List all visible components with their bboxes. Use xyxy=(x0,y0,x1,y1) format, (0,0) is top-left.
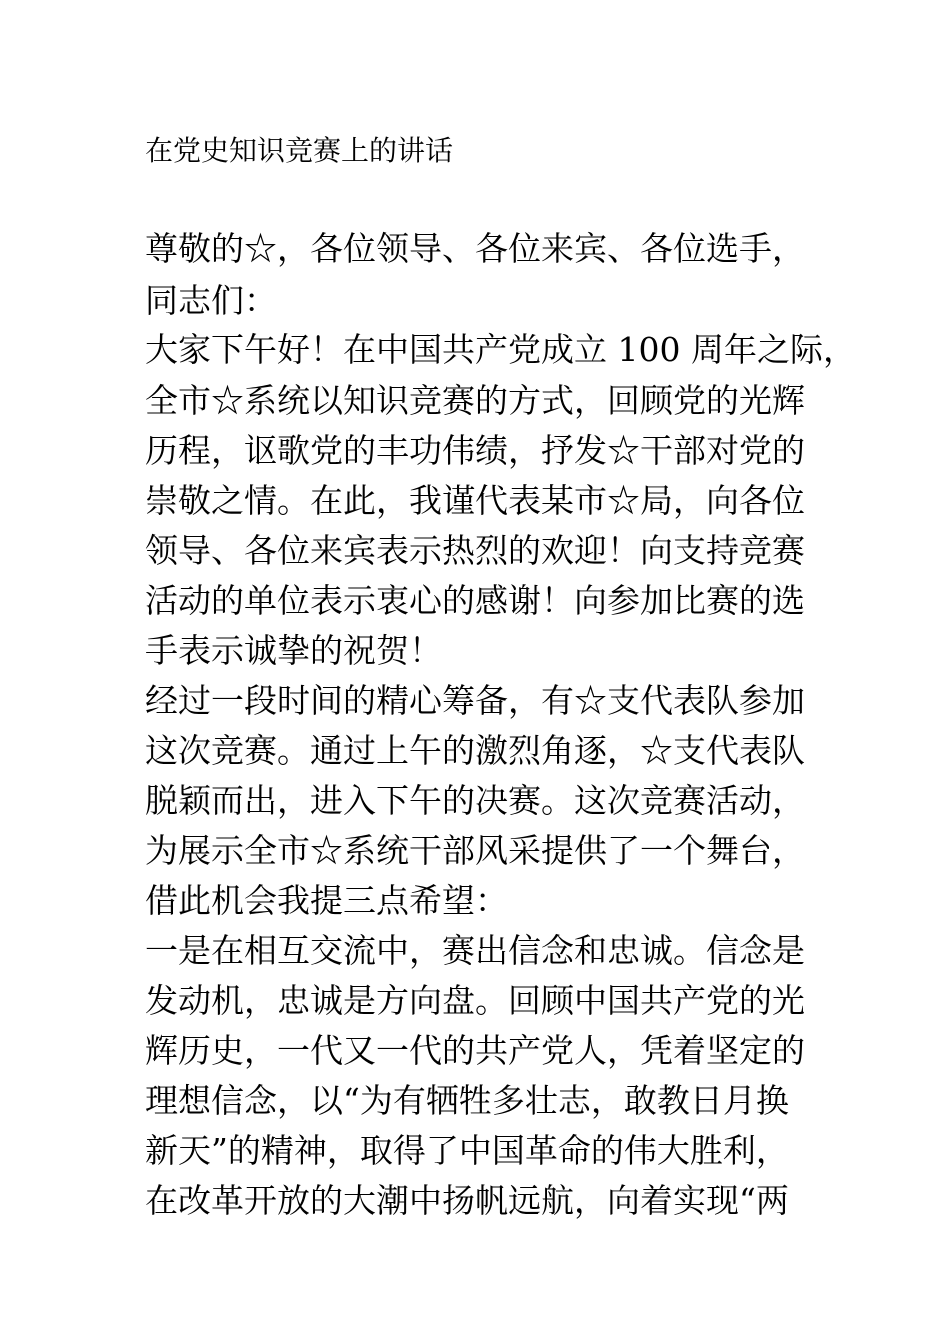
text-line: 辉历史，一代又一代的共产党人，凭着坚定的 xyxy=(145,1031,805,1070)
text-line: 手表示诚挚的祝贺！ xyxy=(145,631,442,670)
text-line: 崇敬之情。在此，我谨代表某市☆局，向各位 xyxy=(145,481,805,520)
text-line: 历程，讴歌党的丰功伟绩，抒发☆干部对党的 xyxy=(145,431,805,470)
text-line: 在改革开放的大潮中扬帆远航，向着实现“两 xyxy=(145,1181,789,1220)
text-line: 全市☆系统以知识竞赛的方式，回顾党的光辉 xyxy=(145,381,805,420)
text-line: 活动的单位表示衷心的感谢！向参加比赛的选 xyxy=(145,581,805,620)
text-line: 大家下午好！在中国共产党成立 100 周年之际， xyxy=(145,330,856,369)
text-line: 理想信念，以“为有牺牲多壮志，敢教日月换 xyxy=(145,1081,789,1120)
text-line: 尊敬的☆，各位领导、各位来宾、各位选手， xyxy=(145,229,805,268)
text-line: 一是在相互交流中，赛出信念和忠诚。信念是 xyxy=(145,931,805,970)
text-line: 领导、各位来宾表示热烈的欢迎！向支持竞赛 xyxy=(145,531,805,570)
text-line: 脱颖而出，进入下午的决赛。这次竞赛活动， xyxy=(145,781,805,820)
text-line: 新天”的精神，取得了中国革命的伟大胜利， xyxy=(145,1131,789,1170)
text-line: 借此机会我提三点希望： xyxy=(145,881,508,920)
text-line: 发动机，忠诚是方向盘。回顾中国共产党的光 xyxy=(145,981,805,1020)
text-line: 经过一段时间的精心筹备，有☆支代表队参加 xyxy=(145,681,805,720)
text-line: 同志们： xyxy=(145,281,277,320)
text-line: 这次竞赛。通过上午的激烈角逐，☆支代表队 xyxy=(145,731,805,770)
document-title: 在党史知识竞赛上的讲话 xyxy=(145,134,454,167)
text-line: 为展示全市☆系统干部风采提供了一个舞台， xyxy=(145,831,805,870)
